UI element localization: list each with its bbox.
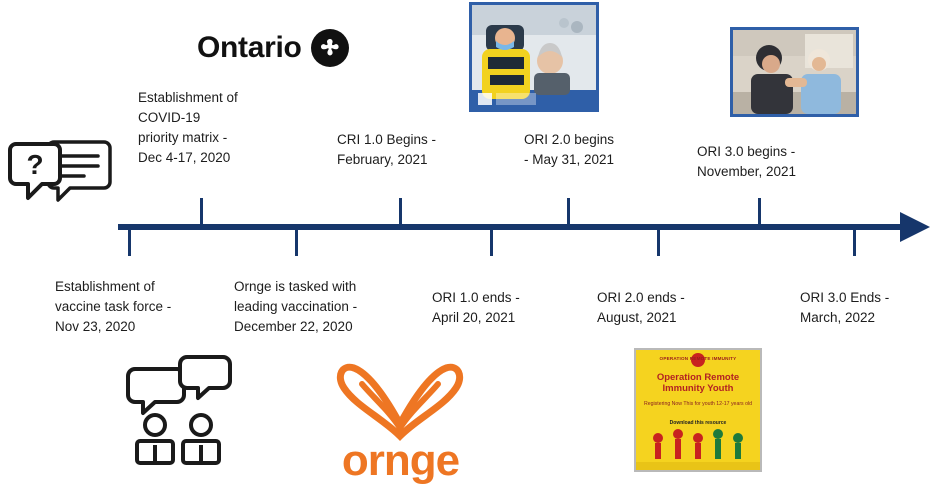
poster-title: Operation Remote Immunity Youth	[656, 372, 740, 394]
tick-ori-1-ends	[490, 228, 493, 256]
timeline-axis	[118, 224, 908, 230]
tick-ornge-tasked	[295, 228, 298, 256]
tick-ori-2-ends	[657, 228, 660, 256]
event-label-ornge-tasked: Ornge is tasked with leading vaccination - December 22, 2020	[234, 279, 358, 334]
poster-subtitle: Registering Now This for youth 12-17 years old	[643, 401, 753, 407]
tick-ori-2-begins	[567, 198, 570, 226]
ontario-wordmark: Ontario	[197, 31, 302, 64]
tick-covid-priority-matrix	[200, 198, 203, 226]
event-label-covid-priority-matrix: Establishment of COVID-19 priority matrix - Dec 4-17, 2020	[138, 90, 238, 165]
ornge-wordmark: ornge	[341, 436, 460, 485]
people-discussion-icon	[125, 355, 235, 465]
svg-text:?: ?	[26, 149, 44, 180]
tick-ori-3-ends	[853, 228, 856, 256]
poster-operation-remote-immunity-youth	[634, 348, 762, 472]
ontario-logo	[197, 29, 349, 67]
tick-vaccine-task-force	[128, 228, 131, 256]
trillium-icon	[311, 29, 349, 67]
event-label-ori-3-begins: ORI 3.0 begins - November, 2021	[697, 144, 797, 179]
timeline-arrow-icon	[900, 212, 930, 242]
poster-footer: Download this resource	[669, 420, 727, 426]
tick-ori-3-begins	[758, 198, 761, 226]
photo-paramedic-vaccination	[469, 2, 599, 112]
event-label-ori-2-begins: ORI 2.0 begins - May 31, 2021	[524, 132, 615, 167]
tick-cri-1-begins	[399, 198, 402, 226]
event-label-cri-1-begins: CRI 1.0 Begins - February, 2021	[337, 132, 437, 167]
poster-kicker: OPERATION REMOTE IMMUNITY	[659, 356, 737, 361]
speech-bubbles-question-icon	[8, 138, 112, 218]
ornge-logo	[318, 362, 483, 485]
event-label-ori-1-ends: ORI 1.0 ends - April 20, 2021	[432, 290, 520, 325]
event-label-ori-2-ends: ORI 2.0 ends - August, 2021	[597, 290, 685, 325]
event-label-ori-3-ends: ORI 3.0 Ends - March, 2022	[800, 290, 890, 325]
event-label-vaccine-task-force: Establishment of vaccine task force - Nov 23, 2020	[55, 279, 172, 334]
photo-youth-vaccination	[730, 27, 859, 117]
